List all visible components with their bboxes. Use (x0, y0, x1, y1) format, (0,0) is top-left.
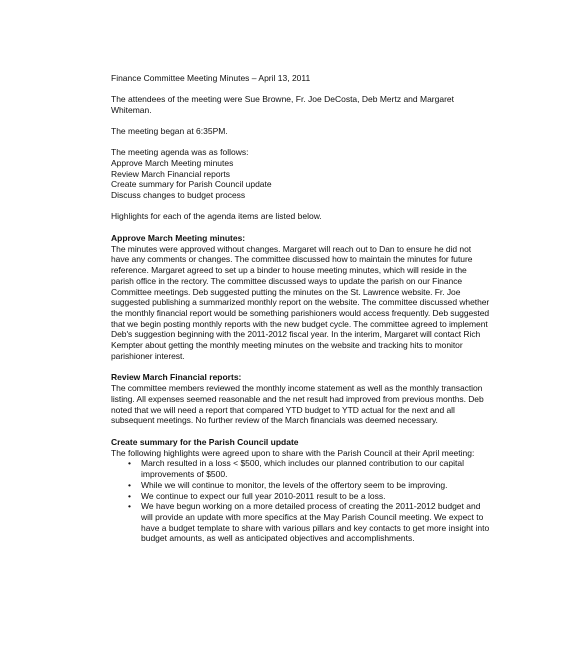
bullet-item (111, 480, 491, 491)
bullet-item (111, 501, 491, 544)
bullet-icon: • (128, 490, 131, 501)
bullet-text: While we will continue to monitor, the levels of the offertory seem to be improving. (141, 479, 448, 490)
bullet-icon: • (128, 479, 131, 490)
document-title: Finance Committee Meeting Minutes – April 13, 2011 (111, 73, 311, 83)
section-heading-parish-council: Create summary for the Parish Council update (111, 436, 299, 447)
bullet-icon: • (128, 501, 131, 512)
highlights-intro: Highlights for each of the agenda items are listed below. (111, 211, 322, 222)
bullet-item (111, 491, 491, 502)
section-heading-financial-reports: Review March Financial reports: (111, 372, 242, 383)
minutes-body (111, 73, 491, 544)
agenda-item: Discuss changes to budget process (111, 190, 246, 201)
agenda-intro: The meeting agenda was as follows: (111, 147, 249, 158)
section-body-financial-reports: The committee members reviewed the monthly income statement as well as the monthly transaction listing. All expenses seemed reasonable and the net result had improved from previous months. Deb noted that we will need a report that compared YTD budget to YTD actual for the next and all subsequent meetings. No further review of the March financials was deemed necessary. (111, 383, 484, 426)
agenda-item: Approve March Meeting minutes (111, 158, 234, 169)
section-heading-approve-minutes: Approve March Meeting minutes: (111, 233, 246, 244)
bullet-icon: • (128, 458, 131, 469)
bullet-text: March resulted in a loss < $500, which includes our planned contribution to our capital improvements of $500. (141, 458, 464, 480)
bullet-text: We continue to expect our full year 2010-2011 result to be a loss. (141, 490, 386, 501)
bullet-item (111, 458, 491, 479)
section-body-approve-minutes: The minutes were approved without changes. Margaret will reach out to Dan to ensure he did not have any comments or changes. The committee discussed how to maintain the minutes for future reference. Margaret agreed to set up a binder to house meeting minutes, which will reside in the parish office in the rectory. The committee discussed ways to update the parish on our Finance Committee meetings. Deb suggested putting the minutes on the St. Lawrence website. Fr. Joe suggested publishing a summarized monthly report on the website. The committee discussed whether the monthly financial report would be something parishioners would access frequently. Deb suggested that we begin posting monthly reports with the new budget cycle. The committee agreed to implement Deb's suggestion beginning with the 2011-2012 fiscal year. In the interim, Margaret will contact Rich Kempter about getting the monthly meeting minutes on the website and tracking hits to monitor parishioner interest. (111, 243, 490, 361)
section-body-parish-council: The following highlights were agreed upon to share with the Parish Council at their April meeting: (111, 447, 475, 458)
attendees-paragraph: The attendees of the meeting were Sue Browne, Fr. Joe DeCosta, Deb Mertz and Margaret Whiteman. (111, 94, 455, 115)
agenda-list (111, 158, 491, 201)
agenda-item: Review March Financial reports (111, 168, 231, 179)
agenda-item: Create summary for Parish Council update (111, 179, 272, 190)
highlights-bullet-list (111, 458, 491, 544)
meeting-start-paragraph: The meeting began at 6:35PM. (111, 126, 228, 137)
bullet-text: We have begun working on a more detailed process of creating the 2011-2012 budget and will provide an update with more specifics at the May Parish Council meeting. We expect to have a budget template to share with various pillars and key contacts to get more insight into budget amounts, as well as anticipated objectives and accomplishments. (141, 501, 490, 544)
